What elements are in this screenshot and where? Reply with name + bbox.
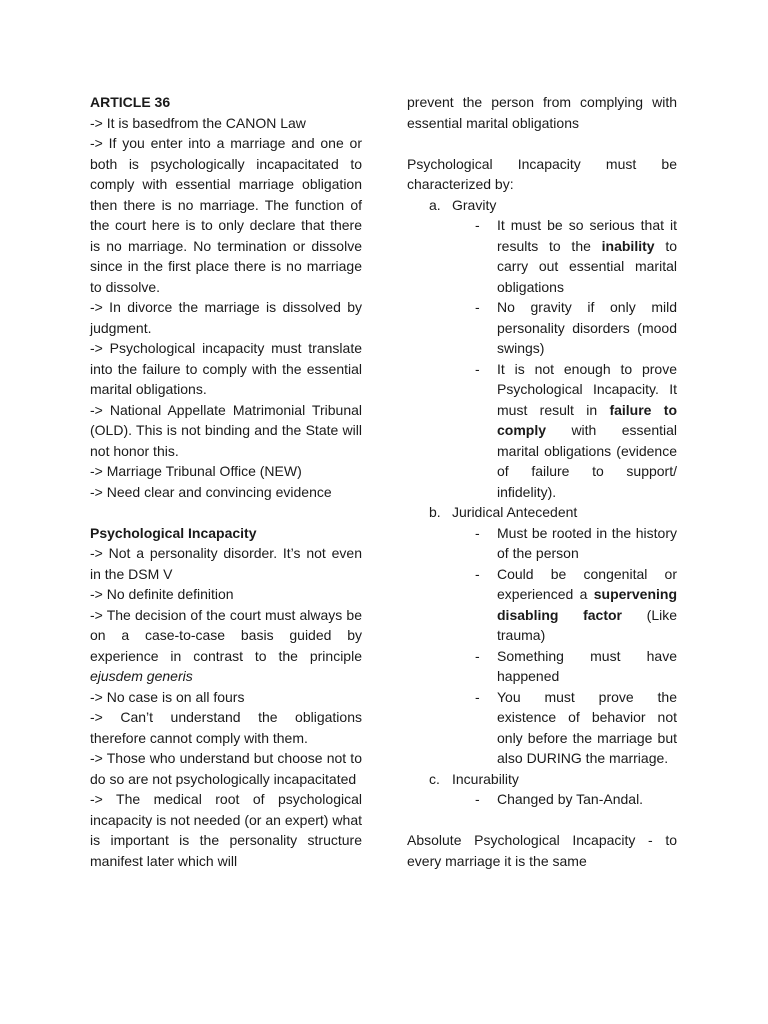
list-item: - You must prove the existence of behavior not only before the marriage but also DURING the marriage. [475, 688, 677, 766]
list-item-juridical-antecedent [407, 502, 677, 523]
paragraph-gap [407, 810, 677, 831]
list-item: - No gravity if only mild personality disorders (mood swings) [475, 299, 677, 356]
section-line: -> Can’t understand the obligations therefore cannot comply with them. [90, 709, 362, 746]
list-label: Incurability [452, 770, 519, 787]
dash-bullet: - [475, 299, 480, 315]
article-line: -> In divorce the marriage is dissolved by judgment. [90, 299, 362, 336]
paragraph-gap [407, 133, 677, 154]
dash-bullet: - [475, 647, 480, 664]
closing-text: Absolute Psychological Incapacity - to every marriage it is the same [407, 832, 677, 869]
list-label: Juridical Antecedent [452, 504, 578, 520]
list-item: - Something must have happened [475, 647, 677, 684]
dash-bullet: - [475, 791, 480, 807]
section-line: -> No definite definition [90, 586, 234, 602]
list-marker: a. [429, 196, 441, 213]
section-line: -> Not a personality disorder. It’s not even in the DSM V [90, 545, 362, 582]
article-line: -> It is basedfrom the CANON Law [90, 114, 306, 131]
list-label: Gravity [452, 196, 497, 213]
article-title: ARTICLE 36 [90, 94, 171, 110]
list-item: - Must be rooted in the history of the person [475, 524, 677, 561]
right-column [407, 92, 677, 871]
decision-text: -> The decision of the court must always be on a case-to-case basis guided by experience in contrast to the principle [90, 606, 362, 664]
section-line: -> No case is on all fours [90, 688, 245, 705]
article-line: -> If you enter into a marriage and one or both is psychologically incapacitated to comply with essential marriage obligation then there is no marriage. The function of the court here is to only declare that there is no marriage. No termination or dissolve since in the first place there is no marriage to dissolve. [90, 135, 362, 295]
dash-bullet: - [475, 524, 480, 541]
section-line-decision [90, 605, 362, 687]
article-line: -> Need clear and convincing evidence [90, 483, 332, 500]
list-marker: c. [429, 770, 440, 787]
section-title: Psychological Incapacity [90, 524, 257, 541]
article-line: -> National Appellate Matrimonial Tribunal (OLD). This is not binding and the State will not honor this. [90, 401, 362, 459]
paragraph-gap [90, 502, 362, 523]
continuation-text: prevent the person from complying with essential marital obligations [407, 94, 677, 131]
dash-bullet: - [475, 360, 480, 377]
dash-bullet: - [475, 217, 480, 233]
juridical-sublist [407, 523, 677, 769]
gravity-sublist [407, 215, 677, 502]
dash-bullet: - [475, 565, 480, 582]
list-item: - It must be so serious that it results to the inability to carry out essential marital obligations [475, 217, 678, 295]
section-line: -> The medical root of psychological incapacity is not needed (or an expert) what is important is the personality structure manifest later which will [90, 791, 362, 869]
list-item: - It is not enough to prove Psychological Incapacity. It must result in failure to comply with essential marital obligations (evidence of failure to support/ infidelity). [475, 360, 678, 500]
incurability-sublist [407, 789, 677, 810]
characteristics-intro: Psychological Incapacity must be characterized by: [407, 155, 677, 192]
emphasis-text: supervening disabling factor [497, 586, 677, 623]
dash-bullet: - [475, 688, 480, 705]
section-line: -> Those who understand but choose not to do so are not psychologically incapacitated [90, 750, 362, 787]
list-item-incurability [407, 769, 677, 790]
list-item-gravity [407, 195, 677, 216]
left-column [90, 92, 362, 871]
emphasis-text: inability [601, 237, 655, 254]
article-line: -> Psychological incapacity must translate into the failure to comply with the essential marital obligations. [90, 340, 362, 397]
list-item: - Could be congenital or experienced a supervening disabling factor (Like trauma) [475, 565, 678, 643]
list-marker: b. [429, 504, 441, 520]
article-line: -> Marriage Tribunal Office (NEW) [90, 463, 302, 479]
list-item: - Changed by Tan-Andal. [407, 789, 677, 810]
emphasis-text: failure to comply [497, 401, 678, 438]
latin-term: ejusdem generis [90, 668, 193, 684]
